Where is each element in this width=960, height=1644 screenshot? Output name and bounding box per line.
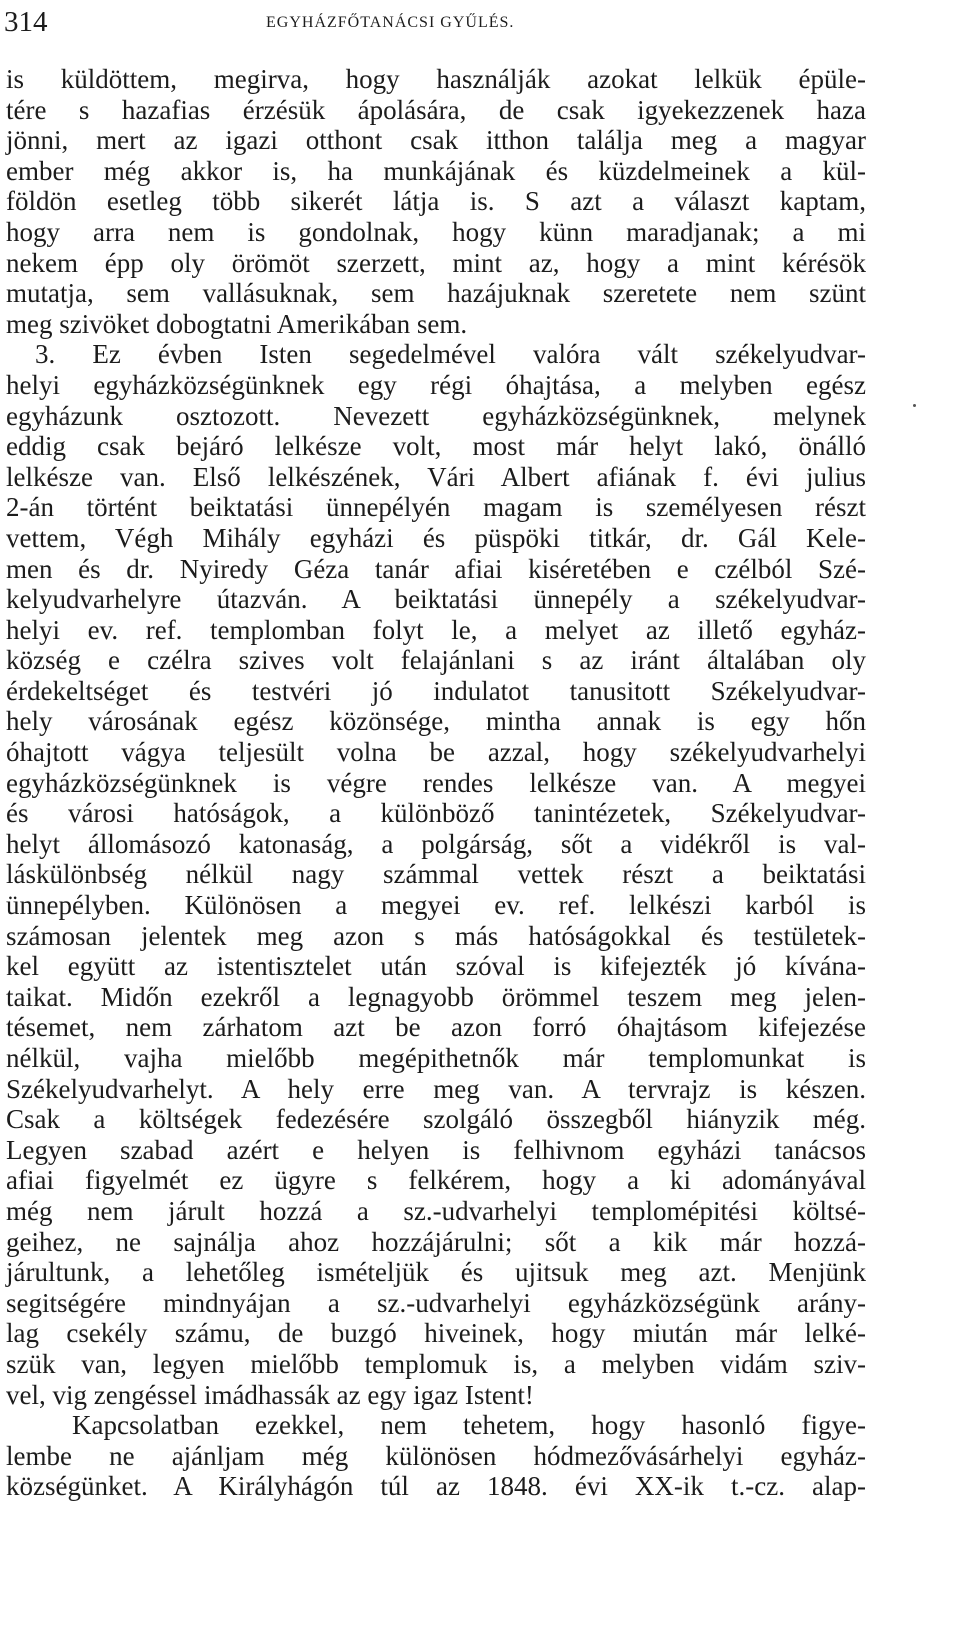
text-line: lembe ne ajánljam még különösen hódmezővásárhelyi egyház- [6,1440,866,1471]
text-line: egyházközségünknek is végre rendes lelkésze van. A megyei [6,767,866,798]
text-line: taikat. Midőn ezekről a legnagyobb örömmel teszem meg jelen- [6,981,866,1012]
text-line: hely városának egész közönsége, mintha annak is egy hőn [6,706,866,737]
text-line: afiai figyelmét ez ügyre s felkérem, hogy a ki adományával [6,1165,866,1196]
text-line: helyt állomásozó katonaság, a polgárság, sőt a vidékről is val- [6,828,866,859]
text-line: nélkül, vajha mielőbb megépithetnők már templomunkat is [6,1043,866,1073]
text-line: Kapcsolatban ezekkel, nem tehetem, hogy hasonló figye- [72,1410,866,1441]
text-line: ünnepélyben. Különösen a megyei ev. ref. lelkészi karból is [6,890,866,921]
text-line: 2-án történt beiktatási ünnepélyén magam is személyesen részt [6,492,866,523]
text-line: 3. Ez évben Isten segedelmével valóra vált székelyudvar- [35,339,866,370]
text-line: Legyen szabad azért e helyen is felhivnom egyházi tanácsos [6,1134,866,1165]
text-line: ember még akkor is, ha munkájának és küzdelmeinek a kül- [6,155,866,186]
text-line: Csak a költségek fedezésére szolgáló összegből hiányzik még. [6,1104,866,1135]
text-line: segitségére mindnyájan a sz.-udvarhelyi egyházközségünk arány- [6,1287,866,1318]
text-line: kel együtt az istentisztelet után szóval is kifejezték jó kívána- [6,951,866,982]
text-line: község e czélra szives volt felajánlani s az iránt általában oly [6,645,866,676]
text-line: helyi ev. ref. templomban folyt le, a melyet az illető egyház- [6,614,866,645]
text-line: men és dr. Nyiredy Géza tanár afiai kiséretében e czélból Szé- [6,553,866,584]
text-line: még nem járult hozzá a sz.-udvarhelyi templomépitési költsé- [6,1195,866,1226]
text-line: lelkésze van. Első lelkészének, Vári Albert afiának f. évi julius [6,461,866,492]
text-line: Székelyudvarhelyt. A hely erre meg van. A tervrajz is készen. [6,1073,866,1104]
running-title: EGYHÁZFŐTANÁCSI GYŰLÉS. [266,14,515,31]
text-line: érdekeltséget és testvéri jó indulatot tanusitott Székelyudvar- [6,675,866,706]
text-line: geihez, ne sajnálja ahoz hozzájárulni; sőt a kik már hozzá- [6,1226,866,1257]
text-line: meg szivöket dobogtatni Amerikában sem. [6,308,468,339]
text-line: szük van, legyen mielőbb templomuk is, a melyben vidám sziv- [6,1348,866,1379]
text-line: tésemet, nem zárhatom azt be azon forró óhajtásom kifejezése [6,1012,866,1043]
running-header [4,4,904,40]
body-text [6,64,866,1502]
print-speck [913,404,916,407]
text-line: egyházunk osztozott. Nevezett egyházközségünknek, melynek [6,400,866,431]
text-line: jönni, mert az igazi otthont csak itthon találja meg a magyar [6,125,866,156]
text-line: számosan jelentek meg azon s más hatóságokkal és testületek- [6,920,866,951]
text-line: mutatja, sem vallásuknak, sem hazájuknak szeretete nem szünt [6,278,866,309]
text-line: óhajtott vágya teljesült volna be azzal, hogy székelyudvarhelyi [6,737,866,768]
text-line: kelyudvarhelyre útazván. A beiktatási ünnepély a székelyudvar- [6,584,866,615]
text-line: járultunk, a lehetőleg ismételjük és ujitsuk meg azt. Menjünk [6,1257,866,1288]
text-line: vettem, Végh Mihály egyházi és püspöki titkár, dr. Gál Kele- [6,522,866,553]
text-line: vel, vig zengéssel imádhassák az egy igaz Istent! [6,1379,534,1410]
text-line: községünket. A Királyhágón túl az 1848. évi XX-ik t.-cz. alap- [6,1471,866,1502]
text-line: földön esetleg több sikerét látja is. S azt a választ kaptam, [6,186,866,217]
text-line: is küldöttem, megirva, hogy használják azokat lelkük épüle- [6,64,866,94]
text-line: lag csekély számu, de buzgó hiveinek, hogy miután már lelké- [6,1318,866,1349]
text-line: hogy arra nem is gondolnak, hogy künn maradjanak; a mi [6,216,866,247]
text-line: nekem épp oly örömöt szerzett, mint az, hogy a mint kérésök [6,247,866,278]
page-number: 314 [4,6,48,38]
text-line: láskülönbség nélkül nagy számmal vettek részt a beiktatási [6,859,866,890]
text-line: és városi hatóságok, a különböző tanintézetek, Székelyudvar- [6,798,866,829]
text-line: eddig csak bejáró lelkésze volt, most már helyt lakó, önálló [6,431,866,462]
text-line: tére s hazafias érzésük ápolására, de csak igyekezzenek haza [6,94,866,125]
text-line: helyi egyházközségünknek egy régi óhajtása, a melyben egész [6,369,866,400]
